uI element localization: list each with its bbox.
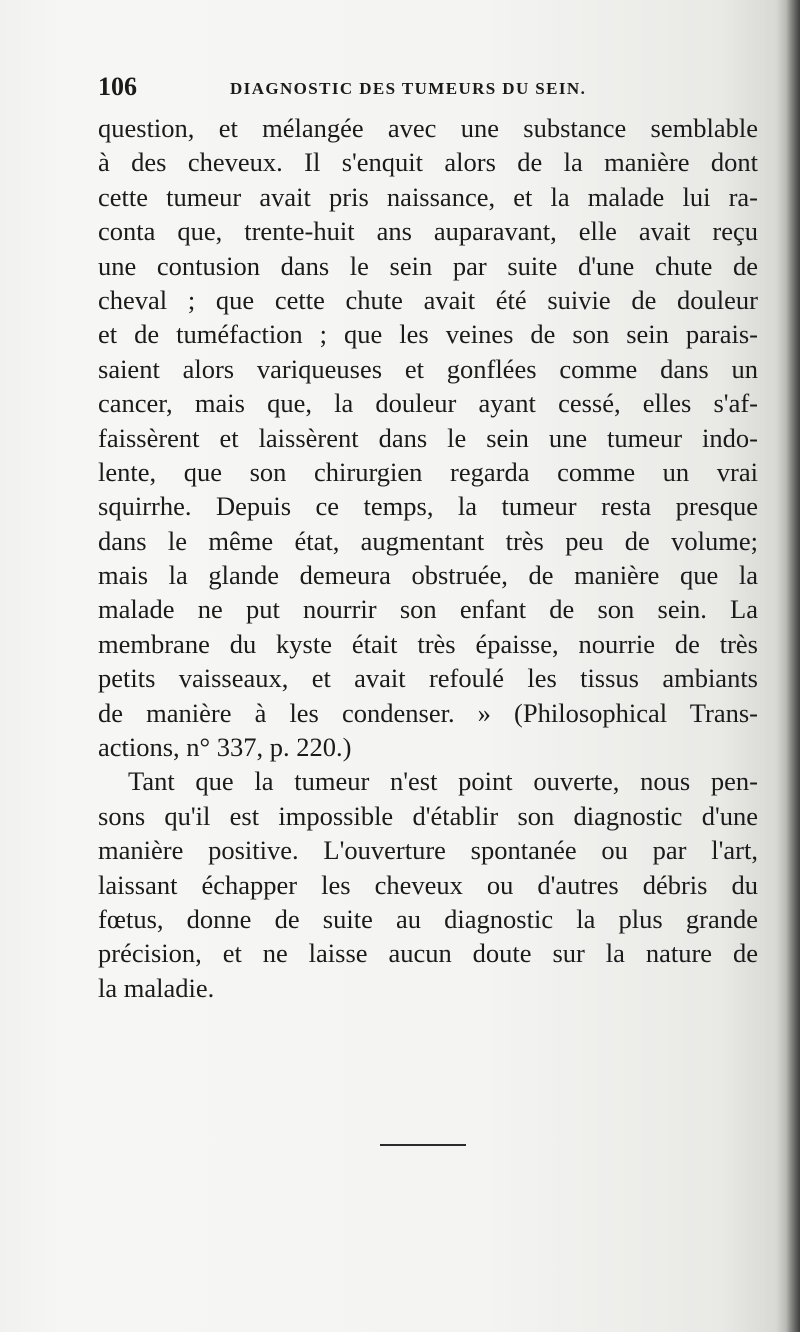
paragraph-first-line: Tant que la tumeur n'est point ouverte, nous pen- <box>128 766 758 797</box>
text-line: dans le même état, augmentant très peu de volume; <box>98 525 758 556</box>
text-line: cheval ; que cette chute avait été suivie de douleur <box>98 284 758 315</box>
running-head: DIAGNOSTIC DES TUMEURS DU SEIN. <box>230 79 587 98</box>
page-edge-shadow <box>786 0 800 1332</box>
text-line: manière positive. L'ouverture spontanée ou par l'art, <box>98 835 758 866</box>
text-line: la maladie. <box>98 972 215 1003</box>
text-line: une contusion dans le sein par suite d'une chute de <box>98 250 758 281</box>
text-line: saient alors variqueuses et gonflées comme dans un <box>98 353 758 384</box>
text-line: malade ne put nourrir son enfant de son sein. La <box>98 594 758 625</box>
text-line: à des cheveux. Il s'enquit alors de la manière dont <box>98 147 758 178</box>
text-line: fœtus, donne de suite au diagnostic la plus grande <box>98 903 758 934</box>
text-line: mais la glande demeura obstruée, de manière que la <box>98 560 758 591</box>
text-line: cancer, mais que, la douleur ayant cessé, elles s'af- <box>98 388 758 419</box>
text-line: sons qu'il est impossible d'établir son diagnostic d'une <box>98 800 758 831</box>
text-line: de manière à les condenser. » (Philosophical Trans- <box>98 697 758 728</box>
text-line: lente, que son chirurgien regarda comme un vrai <box>98 456 758 487</box>
text-line: faissèrent et laissèrent dans le sein une tumeur indo- <box>98 422 758 453</box>
section-rule <box>380 1144 466 1146</box>
text-line: question, et mélangée avec une substance semblable <box>98 113 758 143</box>
text-line: conta que, trente-huit ans auparavant, elle avait reçu <box>98 216 758 247</box>
body-text <box>98 111 758 1005</box>
text-line: et de tuméfaction ; que les veines de son sein parais- <box>98 319 758 350</box>
text-line: laissant échapper les cheveux ou d'autres débris du <box>98 869 758 900</box>
text-line: petits vaisseaux, et avait refoulé les tissus ambiants <box>98 663 758 694</box>
text-line: précision, et ne laisse aucun doute sur la nature de <box>98 938 758 969</box>
text-line: actions, n° 337, p. 220.) <box>98 732 352 763</box>
text-line: squirrhe. Depuis ce temps, la tumeur resta presque <box>98 491 758 522</box>
page-header <box>98 72 758 108</box>
text-line: membrane du kyste était très épaisse, nourrie de très <box>98 628 758 659</box>
page-number: 106 <box>98 72 137 101</box>
text-line: cette tumeur avait pris naissance, et la malade lui ra- <box>98 181 758 212</box>
